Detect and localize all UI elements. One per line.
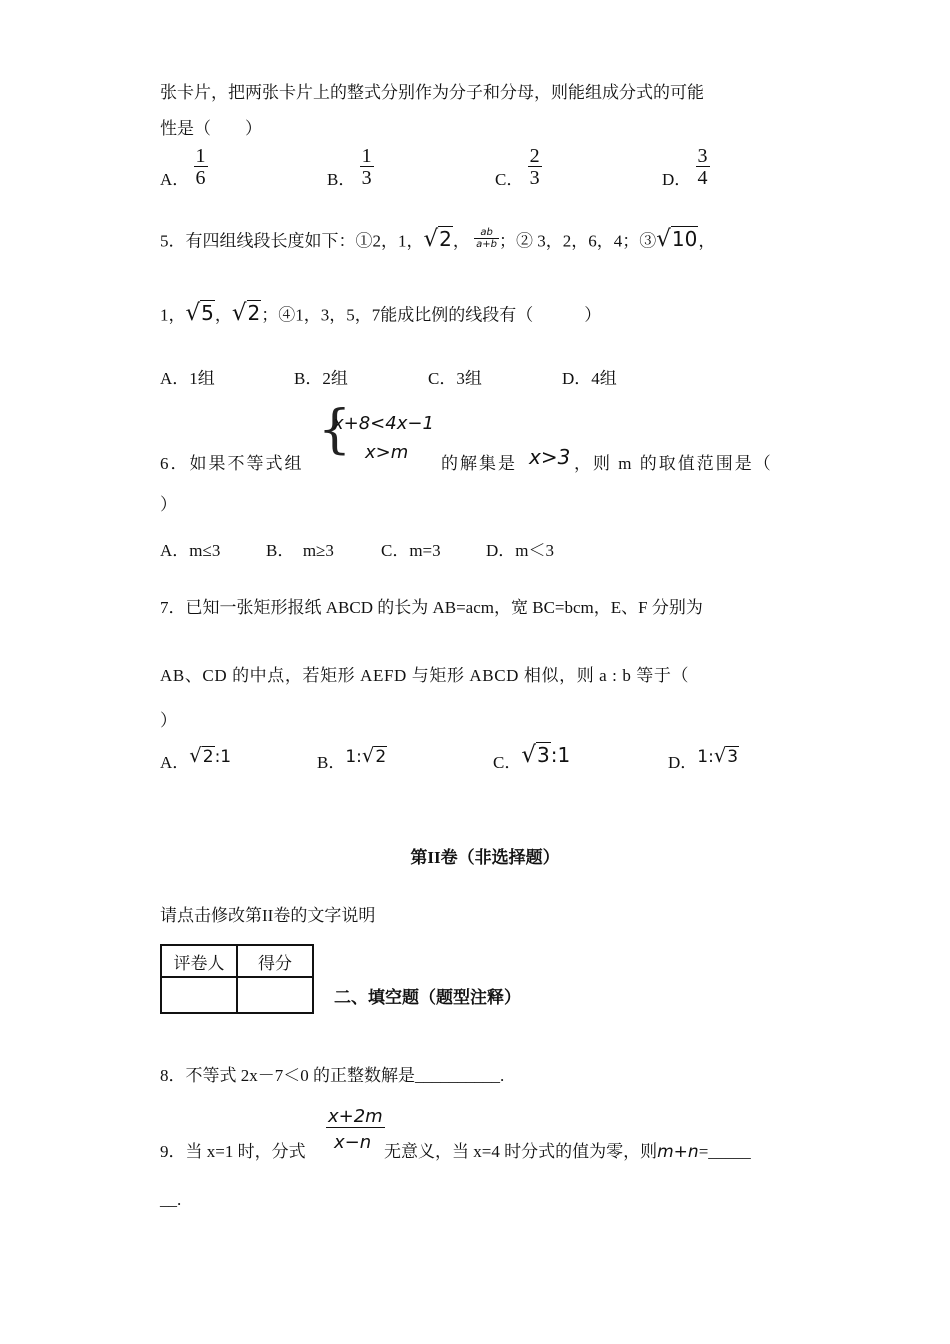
q7-option-a[interactable]: A．√2:1	[160, 744, 232, 772]
q7-option-c[interactable]: C．√3:1	[493, 742, 571, 772]
q6-suffix: ，则 m 的取值范围是（	[574, 454, 773, 473]
q7-option-b[interactable]: B．1:√2	[317, 744, 387, 772]
q9-prefix: 9．当 x=1 时，分式	[160, 1142, 306, 1161]
q7-line1: 7．已知一张矩形报纸 ABCD 的长为 AB=acm，宽 BC=bcm，E、F 分别为	[160, 598, 703, 617]
score-table-grader-header: 评卷人	[161, 945, 237, 977]
q5-sqrt-10: √10	[656, 226, 698, 252]
q4-option-c[interactable]: C． $\frac{2}{3}$	[495, 145, 540, 189]
q6-inequality-2: x>m	[365, 442, 409, 463]
q9-line2: __.	[160, 1190, 182, 1209]
section2-title: 第II卷（非选择题）	[410, 848, 560, 867]
q6-brace: {	[318, 400, 352, 460]
q6-option-a[interactable]: A．m≤3	[160, 541, 221, 560]
q9-fraction-den: x−n	[334, 1132, 372, 1153]
q5-option-d[interactable]: D．4组	[562, 369, 617, 388]
q5-sqrt-5: √5	[185, 300, 214, 326]
q6-close-paren: ）	[160, 495, 177, 514]
score-table-score-cell[interactable]	[237, 977, 313, 1013]
q8-text: 8．不等式 2x－7＜0 的正整数解是__________.	[160, 1066, 505, 1085]
q7-close-paren: ）	[160, 711, 177, 730]
q9-mid: 无意义，当 x=4 时分式的值为零，则m+n=_____	[384, 1142, 751, 1162]
q5-sqrt-2: √2	[423, 226, 452, 252]
q6-option-b[interactable]: B． m≥3	[266, 541, 334, 560]
q4-option-d[interactable]: D． $\frac{3}{4}$	[662, 145, 708, 189]
q5-fraction-ab: $\frac{ab}{a+b}$	[476, 227, 497, 250]
q6-option-c[interactable]: C．m=3	[381, 541, 441, 560]
q5-sqrt-2b: √2	[231, 300, 261, 326]
q4-option-c-fraction: $\frac{2}{3}$	[529, 145, 540, 189]
q5-option-b[interactable]: B．2组	[294, 369, 348, 388]
q6-solution: x>3	[529, 445, 571, 469]
q9-fraction-num: x+2m	[328, 1106, 383, 1127]
q5-option-a[interactable]: A．1组	[160, 369, 215, 388]
q5-option-c[interactable]: C．3组	[428, 369, 482, 388]
q4-option-a-fraction: $\frac{1}{6}$	[195, 145, 206, 189]
q6-mid: 的解集是	[441, 454, 517, 473]
section2-heading: 二、填空题（题型注释）	[334, 988, 521, 1007]
q5-line1: 5．有四组线段长度如下：①2，1，√2， $\frac{ab}{a+b}$ ；② 3，2，6，4；③√10，	[160, 226, 716, 252]
q7-line2: AB、CD 的中点，若矩形 AEFD 与矩形 ABCD 相似，则 a : b 等于（	[160, 666, 690, 685]
q6-option-d[interactable]: D．m＜3	[486, 541, 554, 560]
q5-line2: 1，√5，√2；④1，3，5，7能成比例的线段有（ ）	[160, 300, 602, 326]
q7-option-b-sqrt: √2	[361, 744, 387, 767]
q6-prefix: 6．如果不等式组	[160, 454, 304, 473]
q4-line1: 张卡片，把两张卡片上的整式分别作为分子和分母，则能组成分式的可能	[160, 83, 704, 102]
score-table-grader-cell[interactable]	[161, 977, 237, 1013]
q7-option-a-sqrt: √2	[189, 744, 214, 767]
q7-option-d[interactable]: D．1:√3	[668, 744, 739, 772]
q4-option-a[interactable]: A． $\frac{1}{6}$	[160, 145, 206, 189]
section2-note[interactable]: 请点击修改第II卷的文字说明	[160, 906, 376, 925]
q4-option-b[interactable]: B． $\frac{1}{3}$	[327, 145, 372, 189]
q4-line2: 性是（ ）	[160, 119, 262, 138]
q7-option-d-sqrt: √3	[713, 744, 739, 767]
score-table	[160, 944, 314, 1014]
q7-option-c-sqrt: √3	[521, 742, 550, 768]
q4-option-d-fraction: $\frac{3}{4}$	[697, 145, 708, 189]
q6-inequality-1: x+8<4x−1	[333, 413, 434, 434]
q9-expression: m+n	[657, 1142, 699, 1162]
q4-option-b-fraction: $\frac{1}{3}$	[361, 145, 372, 189]
score-table-score-header: 得分	[237, 945, 313, 977]
